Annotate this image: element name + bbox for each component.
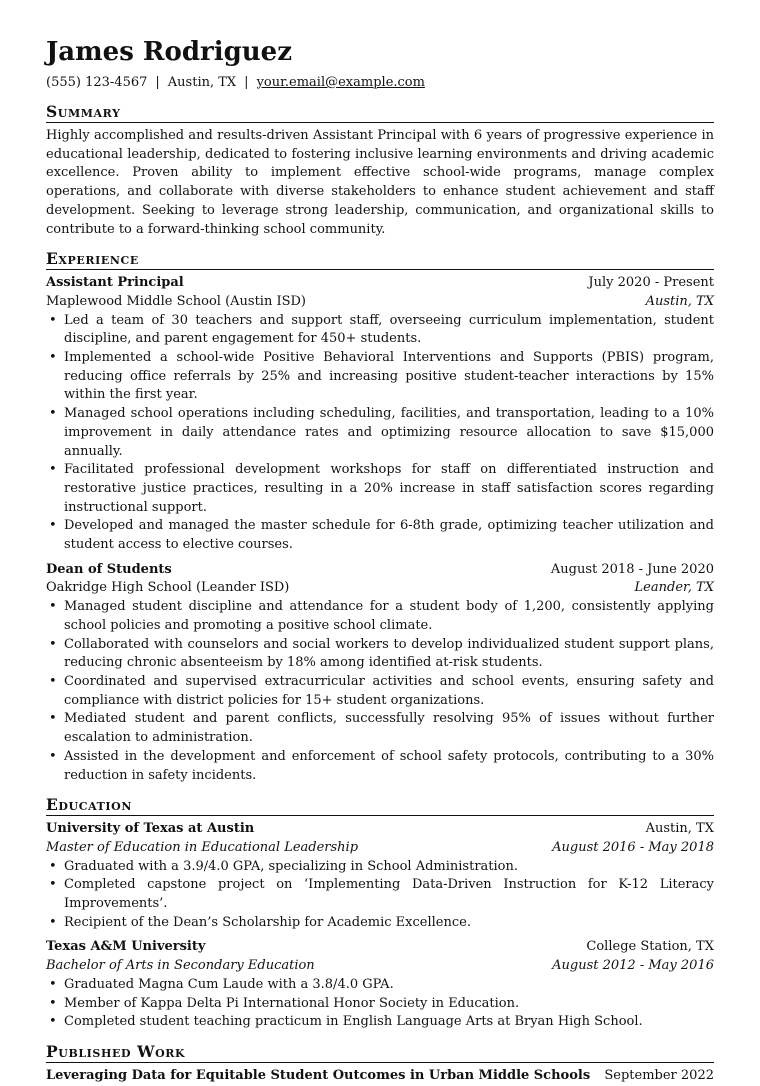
publication-entry	[46, 1067, 714, 1086]
summary-text: Highly accomplished and results-driven Assistant Principal with 6 years of progressive experience in educational leadership, dedicated to fostering inclusive learning environments and driving academic excellence. Proven ability to implement effective school-wide programs, manage complex operations, and collaborate with diverse stakeholders to enhance student achievement and staff development. Seeking to leverage strong leadership, communication, and organizational skills to contribute to a forward-thinking school community.	[46, 128, 714, 237]
education-bullets	[46, 858, 714, 933]
education-dates: August 2016 - May 2018	[552, 839, 714, 855]
education-bullets	[46, 976, 714, 1032]
candidate-name: James Rodriguez	[46, 37, 292, 67]
list-item: • Implemented a school-wide Positive Behavioral Interventions and Supports (PBIS) program, reducing office referrals by 25% and increasing positive student-teacher interactions by 15% within the first year.	[46, 349, 714, 405]
section-title-experience: Experience	[46, 249, 714, 270]
list-item: • Member of Kappa Delta Pi International Honor Society in Education.	[46, 995, 714, 1014]
job-entry	[46, 274, 714, 555]
job-organization: Oakridge High School (Leander ISD)	[46, 580, 290, 596]
list-item: • Graduated Magna Cum Laude with a 3.8/4.0 GPA.	[46, 976, 714, 995]
section-title-summary: Summary	[46, 102, 714, 123]
list-item: • Recipient of the Dean’s Scholarship for Academic Excellence.	[46, 914, 714, 933]
list-item: • Collaborated with counselors and social workers to develop individualized student support plans, reducing chronic absenteeism by 18% among identified at-risk students.	[46, 636, 714, 673]
job-role: Assistant Principal	[46, 275, 184, 291]
education-entry	[46, 820, 714, 932]
list-item: • Facilitated professional development workshops for staff on differentiated instruction and restorative justice practices, resulting in a 20% increase in staff satisfaction scores regarding instructional support.	[46, 461, 714, 517]
contact-line	[46, 74, 714, 92]
list-item: • Mediated student and parent conflicts, successfully resolving 95% of issues without further escalation to administration.	[46, 710, 714, 747]
location: Austin, TX	[167, 75, 237, 90]
job-bullets	[46, 598, 714, 785]
list-item: • Coordinated and supervised extracurricular activities and school events, ensuring safety and compliance with district policies for 15+ student organizations.	[46, 673, 714, 710]
list-item: • Assisted in the development and enforcement of school safety protocols, contributing to a 30% reduction in safety incidents.	[46, 748, 714, 785]
list-item: • Graduated with a 3.9/4.0 GPA, specializing in School Administration.	[46, 858, 714, 877]
list-item: • Developed and managed the master schedule for 6-8th grade, optimizing teacher utilization and student access to elective courses.	[46, 517, 714, 554]
school-name: Texas A&M University	[46, 939, 206, 955]
list-item: • Led a team of 30 teachers and support staff, overseeing curriculum implementation, student discipline, and parent engagement for 450+ students.	[46, 312, 714, 349]
job-bullets	[46, 312, 714, 555]
education-dates: August 2012 - May 2016	[552, 958, 714, 974]
job-role: Dean of Students	[46, 561, 172, 577]
email-link[interactable]: your.email@example.com	[256, 75, 425, 90]
contact-separator: |	[155, 75, 160, 90]
job-location: Austin, TX	[645, 293, 714, 309]
job-dates: July 2020 - Present	[588, 275, 714, 291]
degree: Master of Education in Educational Leadership	[46, 839, 359, 855]
publication-title: Leveraging Data for Equitable Student Outcomes in Urban Middle Schools	[46, 1067, 591, 1083]
education-section	[46, 795, 714, 1032]
degree: Bachelor of Arts in Secondary Education	[46, 958, 315, 974]
section-title-published-work: Published Work	[46, 1042, 714, 1063]
job-location: Leander, TX	[634, 580, 714, 596]
job-organization: Maplewood Middle School (Austin ISD)	[46, 293, 306, 309]
publication-date: September 2022	[604, 1067, 714, 1083]
list-item: • Completed capstone project on ‘Implementing Data-Driven Instruction for K-12 Literacy Improvements’.	[46, 876, 714, 913]
contact-separator: |	[244, 75, 249, 90]
school-location: Austin, TX	[645, 821, 714, 837]
summary-section	[46, 102, 714, 239]
school-name: University of Texas at Austin	[46, 821, 255, 837]
school-location: College Station, TX	[586, 939, 714, 955]
list-item: • Managed student discipline and attendance for a student body of 1,200, consistently applying school policies and promoting a positive school climate.	[46, 598, 714, 635]
phone-number: (555) 123-4567	[46, 75, 148, 90]
experience-section	[46, 249, 714, 785]
list-item: • Managed school operations including scheduling, facilities, and transportation, leading to a 10% improvement in daily attendance rates and optimizing resource allocation to save $15,000 annually.	[46, 405, 714, 461]
published-work-section	[46, 1042, 714, 1086]
list-item: • Completed student teaching practicum in English Language Arts at Bryan High School.	[46, 1013, 714, 1032]
job-entry	[46, 561, 714, 785]
section-title-education: Education	[46, 795, 714, 816]
job-dates: August 2018 - June 2020	[550, 561, 714, 577]
education-entry	[46, 938, 714, 1032]
